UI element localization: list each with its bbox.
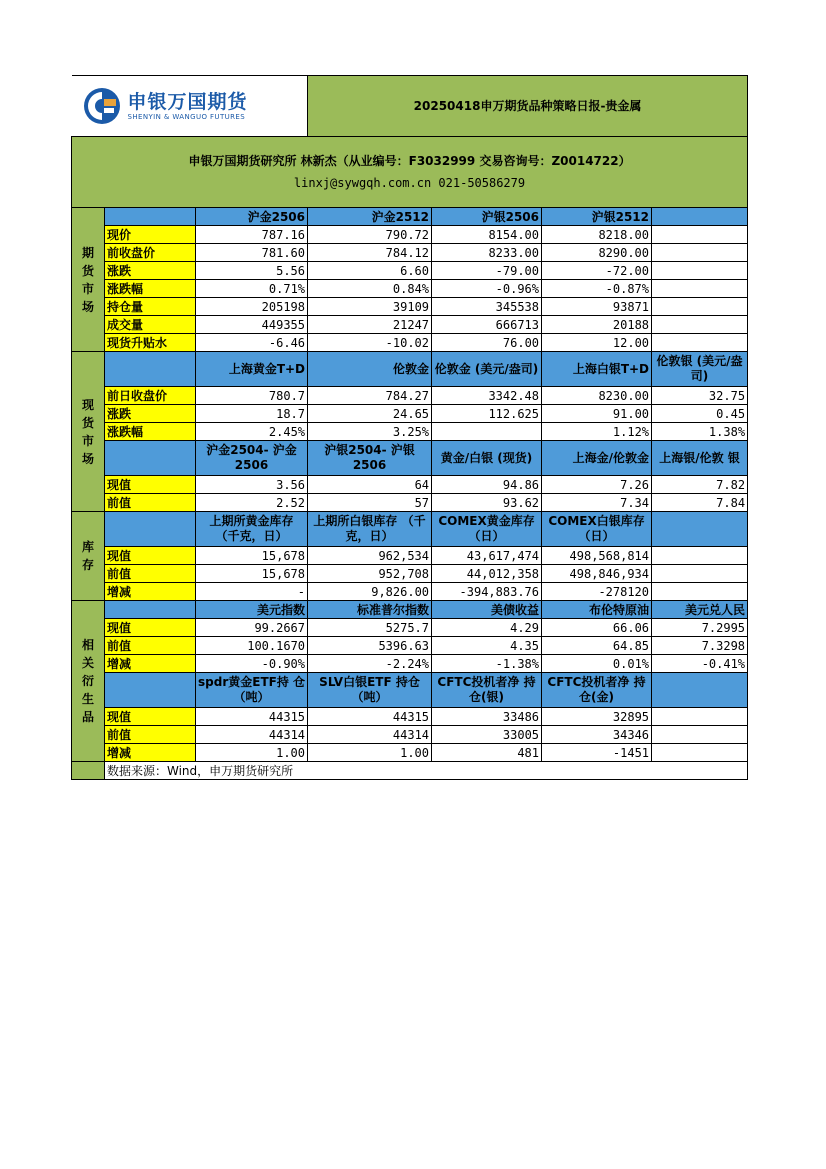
value-cell: 5275.7 [308,619,432,637]
value-cell: 780.7 [196,387,308,405]
report-title: 20250418申万期货品种策略日报-贵金属 [308,76,748,137]
value-cell: 20188 [542,316,652,334]
column-header: SLV白银ETF 持仓（吨） [308,673,432,708]
value-cell: 112.625 [432,405,542,423]
column-header: 上海白银T+D [542,352,652,387]
value-cell: 15,678 [196,565,308,583]
row-label: 前值 [105,494,196,512]
company-logo [74,86,306,126]
section-label: 相 关 衍 生 品 [72,601,105,762]
table-row [72,423,748,441]
column-header: 伦敦金 [308,352,432,387]
row-label: 增减 [105,744,196,762]
value-cell: 32895 [542,708,652,726]
value-cell: 8230.00 [542,387,652,405]
value-cell: 33486 [432,708,542,726]
value-cell: 784.27 [308,387,432,405]
value-cell: 7.26 [542,476,652,494]
table-row [72,476,748,494]
column-header: 伦敦银 (美元/盎司) [652,352,748,387]
table-row [72,405,748,423]
data-source: 数据来源：Wind，申万期货研究所 [105,762,748,780]
value-cell: 345538 [432,298,542,316]
value-cell: 1.12% [542,423,652,441]
value-cell [652,244,748,262]
value-cell: 3.56 [196,476,308,494]
value-cell: 44315 [308,708,432,726]
row-label: 前值 [105,726,196,744]
value-cell: 7.34 [542,494,652,512]
value-cell: 1.00 [308,744,432,762]
value-cell: 8290.00 [542,244,652,262]
author-line: 申银万国期货研究所 林新杰（从业编号：F3032999 交易咨询号：Z0014722） [188,154,631,168]
value-cell: 64 [308,476,432,494]
value-cell: 5.56 [196,262,308,280]
value-cell: -10.02 [308,334,432,352]
column-header: 黄金/白银 (现货) [432,441,542,476]
row-label: 现值 [105,708,196,726]
column-header: 美元指数 [196,601,308,619]
value-cell: 0.01% [542,655,652,673]
value-cell: 0.71% [196,280,308,298]
column-header: 布伦特原油 [542,601,652,619]
value-cell [652,547,748,565]
value-cell [652,316,748,334]
value-cell: 76.00 [432,334,542,352]
report-table [71,75,748,780]
row-label: 现值 [105,619,196,637]
value-cell: 99.2667 [196,619,308,637]
value-cell [652,708,748,726]
value-cell: -72.00 [542,262,652,280]
value-cell: 781.60 [196,244,308,262]
value-cell: 32.75 [652,387,748,405]
row-label: 涨跌 [105,405,196,423]
table-row [72,655,748,673]
table-row [72,316,748,334]
value-cell: -0.90% [196,655,308,673]
value-cell: 93871 [542,298,652,316]
value-cell: 1.38% [652,423,748,441]
table-row [72,244,748,262]
value-cell: 39109 [308,298,432,316]
value-cell: 44314 [196,726,308,744]
value-cell: -6.46 [196,334,308,352]
table-row [72,547,748,565]
section-label: 期 货 市 场 [72,208,105,352]
value-cell: 481 [432,744,542,762]
value-cell [652,744,748,762]
value-cell: 8218.00 [542,226,652,244]
value-cell: 666713 [432,316,542,334]
value-cell: 18.7 [196,405,308,423]
table-row [72,619,748,637]
row-label: 成交量 [105,316,196,334]
value-cell [652,280,748,298]
column-header: 上海银/伦敦 银 [652,441,748,476]
value-cell: 498,568,814 [542,547,652,565]
value-cell: 94.86 [432,476,542,494]
row-label: 增减 [105,583,196,601]
value-cell: 6.60 [308,262,432,280]
row-label: 增减 [105,655,196,673]
row-label: 前值 [105,565,196,583]
header-blank [105,601,196,619]
value-cell: 1.00 [196,744,308,762]
value-cell: -278120 [542,583,652,601]
value-cell: 787.16 [196,226,308,244]
value-cell: 21247 [308,316,432,334]
column-header: 沪金2512 [308,208,432,226]
row-label: 涨跌幅 [105,280,196,298]
value-cell: 3342.48 [432,387,542,405]
value-cell: 7.2995 [652,619,748,637]
column-header: CFTC投机者净 持仓(银) [432,673,542,708]
logo-mark-icon [82,86,122,126]
column-header: 伦敦金 (美元/盎司) [432,352,542,387]
value-cell: 100.1670 [196,637,308,655]
value-cell: 43,617,474 [432,547,542,565]
column-header: 上期所黄金库存 （千克，日） [196,512,308,547]
table-row [72,298,748,316]
column-header: 上海金/伦敦金 [542,441,652,476]
column-header: 沪银2512 [542,208,652,226]
value-cell: - [196,583,308,601]
row-label: 现值 [105,476,196,494]
column-header: 美元兑人民 [652,601,748,619]
value-cell: -1.38% [432,655,542,673]
table-row [72,334,748,352]
logo-text-en: SHENYIN & WANGUO FUTURES [127,112,246,121]
column-header: 美债收益 [432,601,542,619]
value-cell: 24.65 [308,405,432,423]
column-header: spdr黄金ETF持 仓（吨） [196,673,308,708]
value-cell: 93.62 [432,494,542,512]
value-cell [652,298,748,316]
contact-line: linxj@sywgqh.com.cn 021-50586279 [293,176,526,190]
value-cell: -79.00 [432,262,542,280]
table-row [72,387,748,405]
value-cell: 0.45 [652,405,748,423]
value-cell: 7.3298 [652,637,748,655]
value-cell: 7.82 [652,476,748,494]
value-cell: 44314 [308,726,432,744]
value-cell: 3.25% [308,423,432,441]
header-blank [105,352,196,387]
row-label: 现货升贴水 [105,334,196,352]
value-cell: 4.35 [432,637,542,655]
column-header: 沪金2506 [196,208,308,226]
row-label: 现价 [105,226,196,244]
value-cell: -0.41% [652,655,748,673]
value-cell: 2.52 [196,494,308,512]
value-cell [652,565,748,583]
column-header: 上期所白银库存 （千克，日） [308,512,432,547]
value-cell [652,262,748,280]
value-cell: 66.06 [542,619,652,637]
value-cell: 12.00 [542,334,652,352]
table-row [72,637,748,655]
column-header: 沪银2504- 沪银2506 [308,441,432,476]
value-cell: 4.29 [432,619,542,637]
header-blank [105,441,196,476]
value-cell: 57 [308,494,432,512]
table-row [72,708,748,726]
author-info [72,137,748,208]
value-cell: -1451 [542,744,652,762]
value-cell: 205198 [196,298,308,316]
logo-text-cn: 申银万国期货 [127,90,248,113]
column-header [652,673,748,708]
column-header: 沪金2504- 沪金2506 [196,441,308,476]
row-label: 前收盘价 [105,244,196,262]
value-cell: 784.12 [308,244,432,262]
row-label: 涨跌幅 [105,423,196,441]
table-row [72,226,748,244]
table-row [72,494,748,512]
column-header [652,512,748,547]
value-cell: 5396.63 [308,637,432,655]
value-cell: -0.87% [542,280,652,298]
value-cell: 91.00 [542,405,652,423]
header-blank [105,512,196,547]
header-blank [105,673,196,708]
table-row [72,565,748,583]
value-cell: 9,826.00 [308,583,432,601]
column-header: COMEX白银库存 （日） [542,512,652,547]
column-header: COMEX黄金库存 （日） [432,512,542,547]
footer-blank [72,762,105,780]
value-cell [652,583,748,601]
row-label: 现值 [105,547,196,565]
column-header: CFTC投机者净 持仓(金) [542,673,652,708]
table-row [72,726,748,744]
value-cell [652,226,748,244]
value-cell [432,423,542,441]
column-header: 标准普尔指数 [308,601,432,619]
value-cell: 64.85 [542,637,652,655]
value-cell: 44315 [196,708,308,726]
row-label: 前值 [105,637,196,655]
value-cell: 34346 [542,726,652,744]
value-cell: 952,708 [308,565,432,583]
value-cell [652,334,748,352]
value-cell: 15,678 [196,547,308,565]
table-row [72,744,748,762]
value-cell [652,726,748,744]
section-label: 库 存 [72,512,105,601]
value-cell: -0.96% [432,280,542,298]
row-label: 涨跌 [105,262,196,280]
header-blank [105,208,196,226]
column-header: 上海黄金T+D [196,352,308,387]
value-cell: 449355 [196,316,308,334]
value-cell: -2.24% [308,655,432,673]
value-cell: 2.45% [196,423,308,441]
value-cell: 790.72 [308,226,432,244]
value-cell: 33005 [432,726,542,744]
row-label: 持仓量 [105,298,196,316]
value-cell: 7.84 [652,494,748,512]
value-cell: 8233.00 [432,244,542,262]
table-row [72,262,748,280]
value-cell: 44,012,358 [432,565,542,583]
table-row [72,583,748,601]
value-cell: 498,846,934 [542,565,652,583]
value-cell: 962,534 [308,547,432,565]
value-cell: 0.84% [308,280,432,298]
value-cell: -394,883.76 [432,583,542,601]
row-label: 前日收盘价 [105,387,196,405]
logo-cell [72,76,308,137]
table-row [72,280,748,298]
value-cell: 8154.00 [432,226,542,244]
column-header [652,208,748,226]
section-label: 现 货 市 场 [72,352,105,512]
column-header: 沪银2506 [432,208,542,226]
